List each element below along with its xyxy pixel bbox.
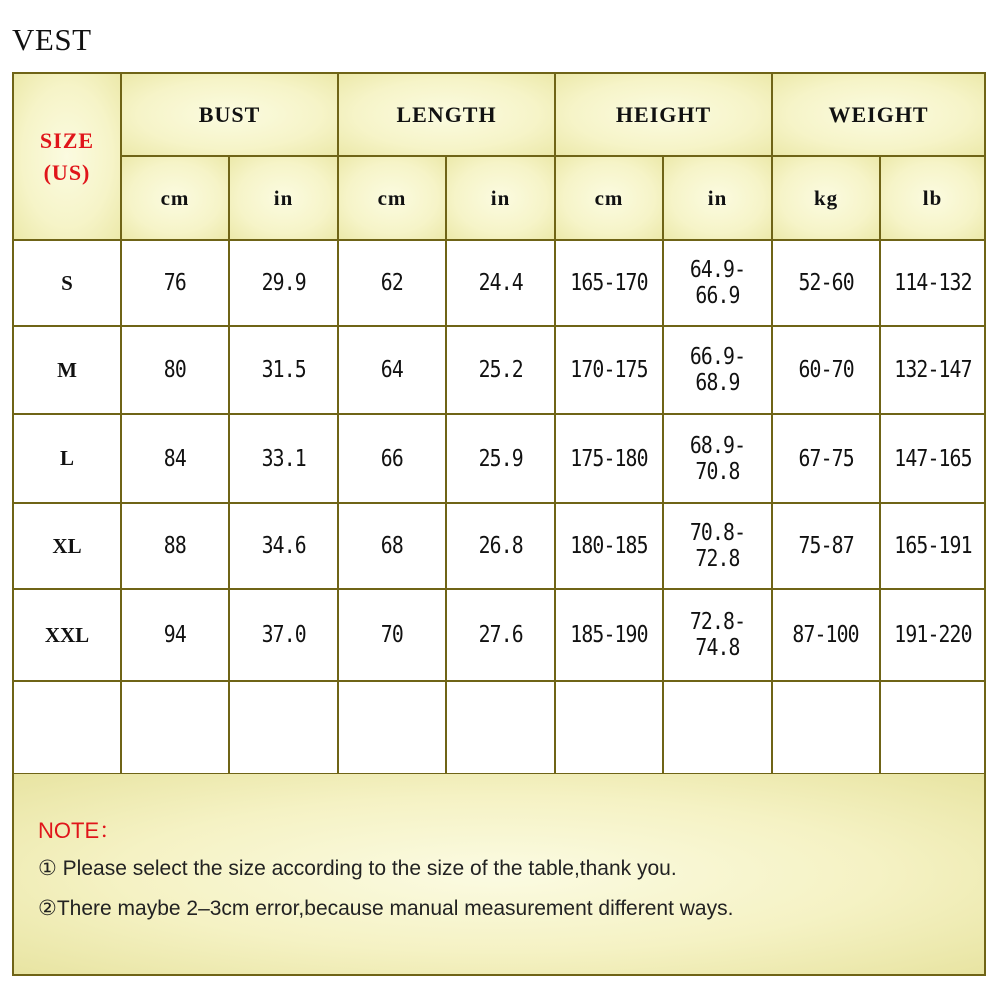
column-group-weight: WEIGHT — [772, 74, 984, 156]
size-label: SIZE — [39, 127, 95, 153]
empty-cell — [880, 681, 984, 774]
value-cell: 76 — [163, 270, 187, 296]
note-panel — [14, 774, 984, 974]
empty-cell — [663, 681, 772, 774]
unit-header: cm — [121, 156, 229, 240]
value-cell: 37.0 — [261, 622, 306, 648]
value-cell: 27.6 — [478, 622, 523, 648]
table-row — [14, 326, 984, 414]
table-row — [14, 240, 984, 326]
column-group-bust: BUST — [121, 74, 338, 156]
unit-header: kg — [772, 156, 880, 240]
value-cell: 24.4 — [478, 270, 523, 296]
table-row — [14, 414, 984, 503]
value-cell: 170-175 — [570, 357, 648, 383]
note-line-2: ②There maybe 2–3cm error,because manual measurement different ways. — [38, 897, 734, 920]
table-row — [14, 503, 984, 589]
value-cell: 64 — [380, 357, 404, 383]
table-row — [14, 589, 984, 681]
unit-header: in — [446, 156, 555, 240]
empty-row — [14, 681, 984, 774]
size-cell: L — [14, 414, 121, 503]
value-cell: 52-60 — [798, 270, 854, 296]
note-line-1: ① Please select the size according to the size of the table,thank you. — [38, 857, 677, 880]
size-cell: XL — [14, 503, 121, 589]
value-cell: 191-220 — [893, 622, 972, 648]
value-cell: 87-100 — [792, 622, 860, 648]
column-group-height: HEIGHT — [555, 74, 772, 156]
unit-header: lb — [880, 156, 984, 240]
empty-cell — [772, 681, 880, 774]
empty-cell — [121, 681, 229, 774]
value-cell: 66 — [380, 445, 404, 472]
value-cell: 68.9-70.8 — [689, 432, 746, 485]
value-cell: 31.5 — [261, 357, 306, 383]
empty-cell — [14, 681, 121, 774]
size-table — [14, 74, 984, 775]
empty-cell — [229, 681, 338, 774]
unit-header: in — [663, 156, 772, 240]
size-region-label: (US) — [43, 159, 91, 185]
size-cell: XXL — [14, 589, 121, 681]
value-cell: 147-165 — [893, 445, 972, 472]
size-header-cell — [14, 74, 121, 240]
empty-cell — [555, 681, 663, 774]
value-cell: 132-147 — [893, 357, 972, 383]
value-cell: 25.2 — [478, 357, 523, 383]
value-cell: 94 — [163, 622, 187, 648]
empty-cell — [446, 681, 555, 774]
column-group-length: LENGTH — [338, 74, 555, 156]
value-cell: 175-180 — [570, 445, 648, 472]
value-cell: 165-170 — [570, 270, 648, 296]
value-cell: 62 — [380, 270, 404, 296]
value-cell: 180-185 — [570, 533, 648, 559]
size-chart — [12, 72, 986, 976]
value-cell: 64.9-66.9 — [689, 257, 746, 309]
size-cell: S — [14, 240, 121, 326]
value-cell: 80 — [163, 357, 187, 383]
value-cell: 165-191 — [893, 533, 972, 559]
unit-header: cm — [555, 156, 663, 240]
value-cell: 70.8-72.8 — [689, 520, 746, 572]
value-cell: 84 — [163, 445, 187, 472]
value-cell: 33.1 — [261, 445, 306, 472]
value-cell: 29.9 — [261, 270, 306, 296]
note-title: NOTE： — [38, 818, 122, 843]
value-cell: 66.9-68.9 — [689, 344, 746, 396]
empty-cell — [338, 681, 446, 774]
value-cell: 88 — [163, 533, 187, 559]
unit-header: in — [229, 156, 338, 240]
page-title: VEST — [12, 22, 92, 57]
size-cell: M — [14, 326, 121, 414]
value-cell: 34.6 — [261, 533, 306, 559]
value-cell: 67-75 — [798, 445, 854, 472]
value-cell: 26.8 — [478, 533, 523, 559]
value-cell: 75-87 — [798, 533, 854, 559]
value-cell: 72.8-74.8 — [689, 609, 746, 661]
value-cell: 25.9 — [478, 445, 523, 472]
value-cell: 114-132 — [893, 270, 972, 296]
value-cell: 185-190 — [570, 622, 648, 648]
value-cell: 60-70 — [798, 357, 854, 383]
value-cell: 68 — [380, 533, 404, 559]
value-cell: 70 — [380, 622, 404, 648]
unit-header: cm — [338, 156, 446, 240]
